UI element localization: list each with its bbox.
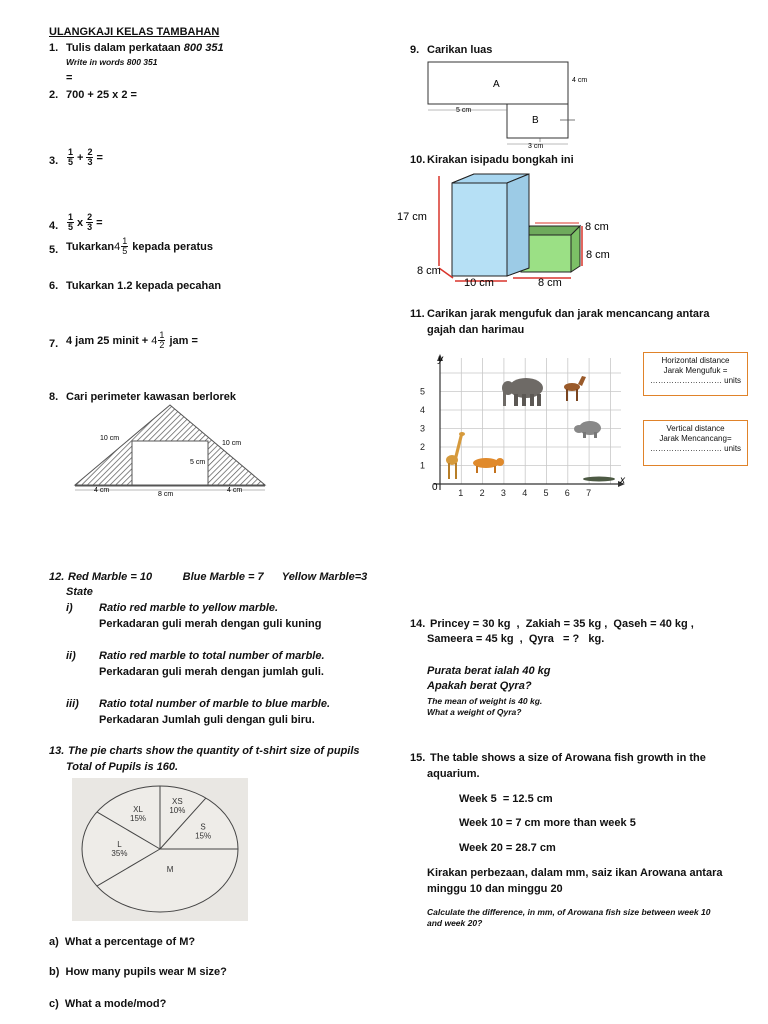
q1-number: 1. [49,42,59,54]
q13-line1: The pie charts show the quantity of t-shirt size of pupils [68,745,360,757]
q12-item-iii-en: Ratio total number of marble to blue marble. [99,698,331,710]
elephant-icon [502,378,543,406]
q15-ms-line1: Kirakan perbezaan, dalam mm, saiz ikan Arowana antara [427,867,723,879]
q9-number: 9. [410,44,420,56]
q8-label-base-left: 4 cm [94,487,110,494]
q13-number: 13. [49,745,65,757]
q4-fraction-1: $\frac{1}{5}$ [68,212,74,232]
q8-label-right-side: 10 cm [222,440,242,447]
q14-number: 14. [410,618,426,630]
tiger-icon [473,458,504,473]
q7-pre: 4 jam 25 minit + [66,334,152,347]
q4-expression [66,213,103,232]
vertical-distance-label-en: Vertical distance [666,424,725,433]
pie-slice-value-xs: 10% [169,805,186,815]
q15-ms-line2: minggu 10 dan minggu 20 [427,883,563,895]
q3-expression [66,148,103,167]
q10-label-small-height: 8 cm [586,249,610,261]
q3-number: 3. [49,155,59,167]
pie-slice-value-l: 35% [111,849,128,858]
q14-line2: Sameera = 45 kg , Qyra = ? kg. [427,633,605,645]
q3-operator: + [77,151,84,164]
rhino-icon [574,421,601,438]
q15-week20: Week 20 = 28.7 cm [459,842,556,854]
q13-question-c: c) What a mode/mod? [49,998,167,1010]
q7-number: 7. [49,338,59,350]
q3-fraction-1: $\frac{1}{5}$ [68,147,74,167]
q14-line1: Princey = 30 kg , Zakiah = 35 kg , Qaseh = 40 kg , [430,618,694,630]
q13-question-b: b) How many pupils wear M size? [49,966,227,978]
q8-text: Cari perimeter kawasan berlorek [66,391,236,403]
q10-text: Kirakan isipadu bongkah ini [427,154,574,166]
q11-line2: gajah dan harimau [427,324,525,336]
q6-text: Tukarkan 1.2 kepada pecahan [66,280,222,292]
q5-post: kepada peratus [129,240,213,253]
q1-text: Tulis dalam perkataan [66,42,184,54]
q9-label-a-width: 5 cm [456,107,472,114]
pie-slice-label-xl: XL [133,805,143,815]
y-tick-2: 2 [420,442,426,452]
q11-line1: Carikan jarak mengufuk dan jarak mencancang antara [427,308,710,320]
pie-slice-label-l: L [117,840,122,849]
q8-label-base-right: 4 cm [227,487,243,494]
x-tick-6: 6 [564,488,570,498]
q11-number: 11. [410,308,425,320]
q1-value: 800 351 [183,42,224,54]
q8-shaded-figure [70,400,270,500]
vertical-distance-blank: ……………………… units [649,444,742,453]
q3-fraction-2: $\frac{2}{3}$ [87,147,93,167]
q5-pre: Tukarkan [66,240,115,253]
q12-item-iii-roman: iii) [66,698,79,710]
q15-line1: The table shows a size of Arowana fish growth in the [430,752,706,764]
x-tick-1: 1 [458,488,464,498]
q12-item-ii-ms: Perkadaran guli merah dengan jumlah guli. [99,666,324,678]
q9-label-a-height: 4 cm [572,77,588,84]
horizontal-distance-label-en: Horizontal distance [661,356,730,365]
q12-item-ii-roman: ii) [66,650,76,662]
horizontal-distance-label-ms: Jarak Mengufuk = [663,366,728,375]
horse-icon [564,376,586,401]
q10-cuboid-figure [395,168,625,292]
q14-ms-question: Apakah berat Qyra? [427,680,532,692]
page-title: ULANGKAJI KELAS TAMBAHAN [49,26,220,38]
q4-fraction-2: $\frac{2}{3}$ [87,212,93,232]
q3-equals: = [96,151,103,164]
q12-header: Red Marble = 10 Blue Marble = 7 Yellow Marble=3 [68,571,368,583]
q10-label-depth: 8 cm [417,265,441,277]
q10-label-tall-width: 10 cm [464,277,494,289]
q11-axis-y-label: y [438,354,443,365]
q5-text [66,237,213,256]
q15-week10: Week 10 = 7 cm more than week 5 [459,817,636,829]
pie-slice-label-s: S [200,822,206,832]
q8-label-base-mid: 8 cm [158,491,174,498]
q12-item-i-en: Ratio red marble to yellow marble. [99,602,279,614]
horizontal-distance-box [643,352,748,396]
q12-item-iii-ms: Perkadaran Jumlah guli dengan guli biru. [99,714,315,726]
x-tick-7: 7 [586,488,592,498]
crocodile-icon [583,477,615,482]
q12-item-i-ms: Perkadaran guli merah dengan guli kuning [99,618,322,630]
q9-text: Carikan luas [427,44,493,56]
pie-slice-value-xl: 15% [130,814,147,824]
q10-label-tall-height: 17 cm [397,211,427,223]
vertical-distance-box [643,420,748,466]
q15-en-line1: Calculate the difference, in mm, of Arowana fish size between week 10 [427,907,711,917]
q7-mixed-number: 4 $\frac{1}{2}$ [151,330,165,350]
q8-label-left-side: 10 cm [100,435,120,442]
q14-en-mean: The mean of weight is 40 kg. [427,696,543,706]
q11-coordinate-grid [416,350,634,500]
q13-line2: Total of Pupils is 160. [66,761,179,773]
q7-post: jam = [166,334,198,347]
pie-slice-value-s: 15% [195,831,212,841]
q10-label-small-width: 8 cm [538,277,562,289]
q4-equals: = [96,216,103,229]
q9-composite-rectangle [420,58,610,150]
q2-number: 2. [49,89,59,101]
q5-mixed-number: 4 $\frac{1}{5}$ [114,236,128,256]
q4-number: 4. [49,220,59,232]
q12-item-i-roman: i) [66,602,73,614]
q13-question-a: a) What a percentage of M? [49,936,196,948]
q13-pie-chart [72,778,248,921]
q15-line2: aquarium. [427,768,480,780]
pie-slice-label-m: M [166,865,174,875]
y-tick-3: 3 [420,423,426,434]
q9-label-b-width: 3 cm [528,143,544,150]
q11-origin-label: 0 [432,482,438,493]
y-tick-5: 5 [420,386,426,397]
pie-slice-label-xs: XS [172,796,183,806]
q7-text [66,331,198,350]
q2-text: 700 + 25 x 2 = [66,89,137,101]
q12-state: State [66,586,93,598]
q8-label-height: 5 cm [190,459,206,466]
q1-english: Write in words 800 351 [66,57,158,67]
q1-equals: = [66,72,73,84]
q10-label-small-depth: 8 cm [585,221,609,233]
q10-number: 10. [410,154,426,166]
x-tick-2: 2 [479,488,485,498]
vertical-distance-label-ms: Jarak Mencancang= [659,434,732,443]
q6-number: 6. [49,280,59,292]
q4-operator: x [77,216,84,229]
x-tick-3: 3 [500,488,506,498]
q12-item-ii-en: Ratio red marble to total number of marble. [99,650,325,662]
x-tick-4: 4 [522,488,528,498]
horizontal-distance-blank: ……………………… units [649,376,742,385]
q5-number: 5. [49,244,59,256]
q8-number: 8. [49,391,59,403]
q14-en-question: What a weight of Qyra? [427,707,522,717]
q15-number: 15. [410,752,426,764]
giraffe-icon [446,432,465,479]
q15-en-line2: and week 20? [427,918,483,928]
q1-prompt [66,41,224,55]
q9-label-a: A [493,79,500,90]
x-tick-5: 5 [543,488,549,498]
q15-week5: Week 5 = 12.5 cm [459,793,553,805]
y-tick-1: 1 [420,460,426,471]
q11-axis-x-label: x [620,475,625,486]
q12-number: 12. [49,571,65,583]
q14-ms-mean: Purata berat ialah 40 kg [427,665,551,677]
y-tick-4: 4 [420,405,426,415]
q9-label-b: B [532,115,539,126]
